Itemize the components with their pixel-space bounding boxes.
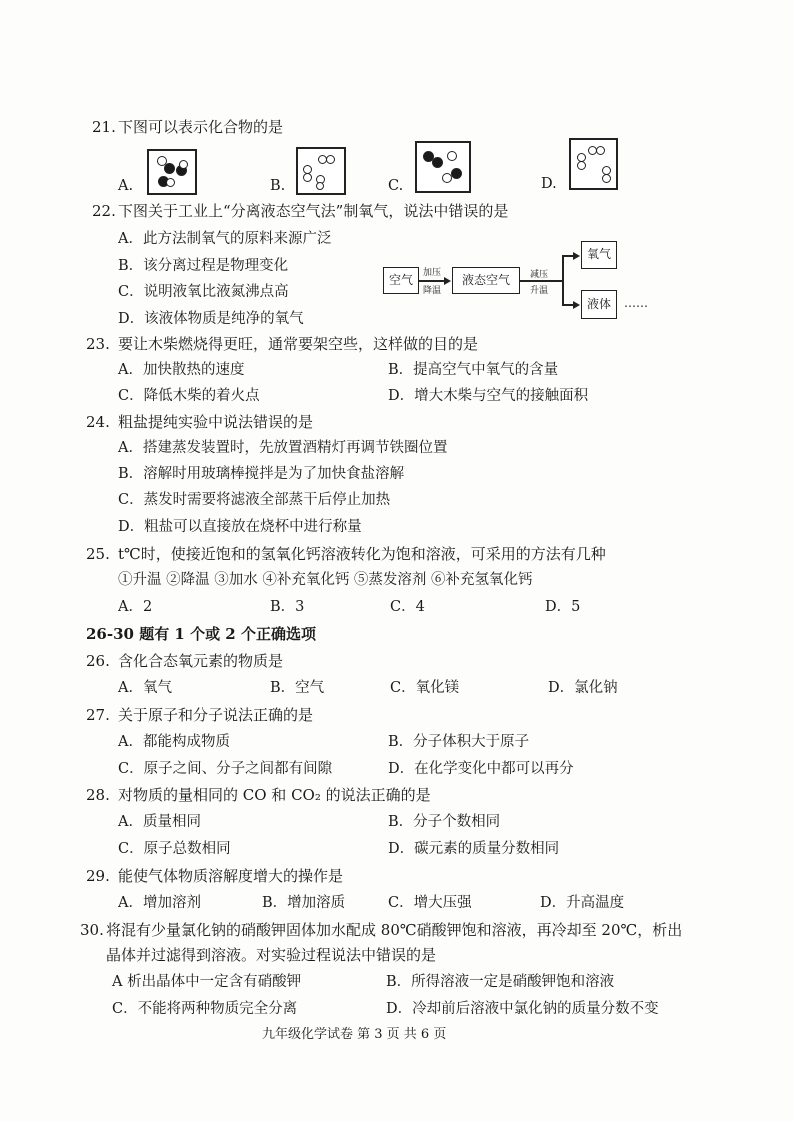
question-27-option-c: C．原子之间、分子之间都有间隙 bbox=[118, 761, 333, 777]
question-25-option-d: D．5 bbox=[545, 599, 581, 615]
question-29-option-a: A．增加溶剂 bbox=[118, 895, 201, 911]
question-24-option-c: C．蒸发时需要将滤液全部蒸干后停止加热 bbox=[118, 492, 391, 508]
question-25-number: 25. bbox=[86, 545, 110, 563]
question-27-option-d: D．在化学变化中都可以再分 bbox=[388, 761, 574, 777]
particle-box-b bbox=[296, 147, 346, 195]
question-23-stem: 要让木柴燃烧得更旺，通常要架空些，这样做的目的是 bbox=[118, 335, 479, 353]
question-30-option-d: D．冷却前后溶液中氯化钠的质量分数不变 bbox=[386, 1001, 659, 1017]
question-30-number: 30. bbox=[80, 921, 104, 939]
question-22-stem: 下图关于工业上“分离液态空气法”制氧气，说法中错误的是 bbox=[118, 202, 509, 220]
section-header: 26-30 题有 1 个或 2 个正确选项 bbox=[86, 625, 316, 643]
question-23-option-b: B．提高空气中氧气的含量 bbox=[388, 362, 559, 378]
question-22-option-c: C．说明液氧比液氮沸点高 bbox=[118, 284, 289, 300]
question-25-option-a: A．2 bbox=[118, 599, 153, 615]
question-28-option-d: D．碳元素的质量分数相同 bbox=[388, 841, 560, 857]
question-24-option-b: B．溶解时用玻璃棒搅拌是为了加快食盐溶解 bbox=[118, 466, 405, 482]
question-24-option-a: A．搭建蒸发装置时，先放置酒精灯再调节铁圈位置 bbox=[118, 440, 448, 456]
question-30-option-b: B．所得溶液一定是硝酸钾饱和溶液 bbox=[386, 974, 615, 990]
question-22-option-a: A．此方法制氧气的原料来源广泛 bbox=[118, 231, 332, 247]
question-26-option-a: A．氧气 bbox=[118, 680, 172, 696]
oxygen-box: 氧气 bbox=[581, 241, 617, 269]
question-21-number: 21. bbox=[92, 118, 116, 136]
air-box: 空气 bbox=[383, 267, 419, 294]
question-29-option-c: C．增大压强 bbox=[388, 895, 472, 911]
question-24-stem: 粗盐提纯实验中说法错误的是 bbox=[118, 413, 314, 431]
question-22-number: 22. bbox=[92, 202, 116, 220]
question-24-option-d: D．粗盐可以直接放在烧杯中进行称量 bbox=[118, 519, 362, 535]
question-27-number: 27. bbox=[86, 706, 110, 724]
question-29-number: 29. bbox=[86, 867, 110, 885]
question-23-option-d: D．增大木柴与空气的接触面积 bbox=[388, 388, 589, 404]
question-26-option-d: D．氯化钠 bbox=[548, 680, 618, 696]
question-21-stem: 下图可以表示化合物的是 bbox=[118, 118, 284, 136]
question-30-stem-line1: 将混有少量氯化钠的硝酸钾固体加水配成 80℃硝酸钾饱和溶液，再冷却至 20℃，析出 bbox=[106, 921, 683, 939]
liquid-air-box: 液态空气 bbox=[452, 267, 520, 294]
particle-box-a bbox=[147, 149, 197, 195]
particle-box-c bbox=[415, 141, 471, 193]
question-23-option-a: A．加快散热的速度 bbox=[118, 362, 245, 378]
question-27-option-b: B．分子体积大于原子 bbox=[388, 734, 530, 750]
heat-label: 升温 bbox=[530, 286, 549, 296]
question-30-option-c: C．不能将两种物质完全分离 bbox=[112, 1001, 298, 1017]
question-29-option-d: D．升高温度 bbox=[540, 895, 625, 911]
question-21-option-a: A. bbox=[118, 178, 134, 194]
question-26-stem: 含化合态氧元素的物质是 bbox=[118, 652, 284, 670]
question-22-option-d: D．该液体物质是纯净的氧气 bbox=[118, 311, 304, 327]
cool-label: 降温 bbox=[423, 286, 442, 296]
question-28-option-a: A．质量相同 bbox=[118, 814, 201, 830]
question-23-option-c: C．降低木柴的着火点 bbox=[118, 388, 260, 404]
question-24-number: 24. bbox=[86, 413, 110, 431]
question-28-option-b: B．分子个数相同 bbox=[388, 814, 501, 830]
decompress-label: 减压 bbox=[530, 270, 549, 280]
question-25-methods: ①升温 ②降温 ③加水 ④补充氧化钙 ⑤蒸发溶剂 ⑥补充氢氧化钙 bbox=[118, 572, 533, 588]
question-25-stem: t℃时，使接近饱和的氢氧化钙溶液转化为饱和溶液，可采用的方法有几种 bbox=[118, 545, 606, 563]
question-29-stem: 能使气体物质溶解度增大的操作是 bbox=[118, 867, 344, 885]
question-30-option-a: A 析出晶体中一定含有硝酸钾 bbox=[112, 974, 302, 990]
question-23-number: 23. bbox=[86, 335, 110, 353]
question-21-option-d: D. bbox=[541, 176, 557, 192]
page-footer: 九年级化学试卷 第 3 页 共 6 页 bbox=[262, 1027, 447, 1042]
question-25-option-c: C．4 bbox=[390, 599, 425, 615]
question-21-option-b: B. bbox=[270, 178, 286, 194]
question-29-option-b: B．增加溶质 bbox=[262, 895, 346, 911]
particle-box-d bbox=[569, 138, 618, 190]
pressurize-label: 加压 bbox=[423, 268, 442, 278]
question-27-option-a: A．都能构成物质 bbox=[118, 734, 230, 750]
question-26-option-b: B．空气 bbox=[270, 680, 325, 696]
question-30-stem-line2: 晶体并过滤得到溶液。对实验过程说法中错误的是 bbox=[106, 946, 437, 964]
ellipsis: …… bbox=[624, 296, 648, 310]
question-28-stem: 对物质的量相同的 CO 和 CO₂ 的说法正确的是 bbox=[118, 786, 431, 804]
question-25-option-b: B．3 bbox=[270, 599, 305, 615]
question-26-option-c: C．氧化镁 bbox=[390, 680, 460, 696]
question-21-option-c: C. bbox=[388, 178, 404, 194]
question-27-stem: 关于原子和分子说法正确的是 bbox=[118, 706, 314, 724]
question-22-option-b: B．该分离过程是物理变化 bbox=[118, 258, 289, 274]
question-28-number: 28. bbox=[86, 786, 110, 804]
question-28-option-c: C．原子总数相同 bbox=[118, 841, 231, 857]
question-26-number: 26. bbox=[86, 652, 110, 670]
liquid-box: 液体 bbox=[581, 290, 617, 319]
